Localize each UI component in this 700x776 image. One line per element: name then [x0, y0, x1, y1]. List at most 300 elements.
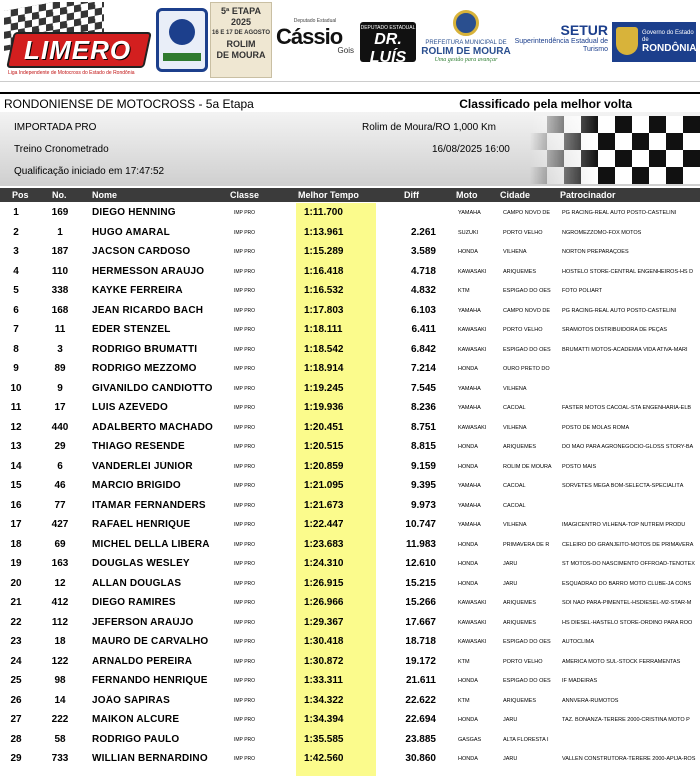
checkered-flag-icon	[530, 116, 700, 184]
cassio-top-text: Deputado Estadual	[293, 18, 337, 24]
diff-cell: 22.622	[405, 694, 436, 706]
number-cell: 11	[54, 324, 66, 335]
rider-name-cell: THIAGO RESENDE	[92, 441, 185, 452]
rider-name-cell: LUIS AZEVEDO	[92, 402, 168, 413]
diff-cell: 30.860	[405, 753, 436, 764]
position-cell: 8	[13, 343, 19, 355]
badge-ribbon	[163, 53, 201, 61]
best-time-cell: 1:23.683	[304, 538, 344, 550]
city-cell: ARIQUEMES	[503, 697, 537, 704]
table-row	[0, 418, 700, 438]
moto-cell: KAWASAKI	[458, 619, 487, 626]
position-cell: 13	[10, 441, 22, 452]
diff-cell: 9.395	[410, 480, 436, 491]
city-cell: ESPIGÃO DO OES	[503, 639, 551, 645]
number-cell: 112	[51, 616, 69, 628]
diff-cell: 11.983	[405, 538, 436, 550]
session-info-panel	[0, 112, 700, 186]
best-time-cell: 1:11.700	[304, 207, 343, 218]
moto-cell: SUZUKI	[458, 229, 479, 236]
class-cell: IMP PRO	[234, 697, 256, 704]
ro-line-b: RONDÔNIA	[642, 43, 697, 54]
best-time-cell: 1:18.542	[304, 343, 344, 355]
table-row	[0, 554, 700, 574]
moto-cell: HONDA	[458, 249, 478, 255]
sponsor-cell: NORTON PREPARAÇÕES	[562, 249, 629, 255]
class-cell: IMP PRO	[234, 385, 256, 392]
moto-cell: KAWASAKI	[458, 346, 487, 353]
cassio-gois-logo	[276, 18, 354, 68]
best-time-cell: 1:34.322	[304, 694, 344, 706]
class-cell: IMP PRO	[234, 210, 256, 216]
position-cell: 27	[10, 714, 22, 725]
rider-name-cell: HERMESSON ARAÚJO	[92, 265, 205, 277]
luis-sub: DO HOSPITAL	[371, 67, 405, 73]
table-row	[0, 301, 700, 321]
position-cell: 14	[10, 460, 22, 472]
city-cell: VILHENA	[503, 424, 527, 431]
best-time-cell: 1:33.311	[304, 675, 343, 686]
rider-name-cell: RODRIGO PAULO	[92, 733, 180, 745]
city-cell: CACOAL	[503, 405, 526, 411]
rider-name-cell: MAIKON ALCURE	[92, 714, 180, 725]
city-cell: VILHENA	[503, 522, 527, 528]
best-time-cell: 1:20.515	[304, 441, 344, 452]
class-cell: IMP PRO	[234, 483, 256, 489]
diff-cell: 10.747	[405, 519, 436, 530]
number-cell: 77	[54, 499, 66, 511]
rider-name-cell: FERNANDO HENRIQUE	[92, 675, 208, 686]
position-cell: 18	[10, 538, 22, 550]
diff-cell: 4.718	[410, 265, 436, 277]
rider-name-cell: WILLIAN BERNARDINO	[92, 753, 208, 764]
diff-cell: 17.667	[405, 616, 436, 628]
city-cell: VILHENA	[503, 385, 527, 392]
class-cell: IMP PRO	[234, 561, 256, 567]
sponsor-cell: FASTER MOTOS CACOAL-STA ENGENHARIA-ELB	[562, 405, 692, 411]
sponsor-cell: ESQUADRÃO DO BARRO MOTO CLUBE-JA CONS	[562, 580, 692, 587]
diff-cell: 9.973	[410, 499, 436, 511]
sponsor-cell: AMÉRICA MOTO SUL-STOCK FERRAMENTAS	[562, 658, 681, 665]
cassio-name: Cássio	[276, 24, 343, 49]
rider-name-cell: JACSON CARDOSO	[92, 246, 191, 257]
rider-name-cell: MÁRCIO BRÍGIDO	[92, 480, 181, 491]
number-cell: 6	[57, 460, 63, 472]
moto-cell: YAMAHA	[458, 522, 481, 528]
classification-title: Classificado pela melhor volta	[459, 97, 632, 111]
moto-cell: YAMAHA	[458, 405, 481, 411]
rider-name-cell: ÉDER STENZEL	[92, 324, 171, 335]
table-row	[0, 632, 700, 652]
number-cell: 440	[51, 421, 69, 433]
position-cell: 2	[13, 226, 19, 238]
position-cell: 28	[10, 733, 22, 745]
number-cell: 89	[54, 363, 66, 374]
city-cell: ESPIGÃO DO OES	[503, 288, 551, 294]
class-cell: IMP PRO	[234, 502, 256, 509]
class-cell: IMP PRO	[234, 288, 256, 294]
rider-name-cell: JEAN RICARDO BACH	[92, 304, 204, 316]
table-row	[0, 730, 700, 750]
position-cell: 9	[13, 363, 19, 374]
number-cell: 58	[54, 733, 66, 745]
table-row	[0, 203, 700, 223]
moto-cell: HONDA	[458, 580, 478, 587]
sponsor-cell: SOI NÃO PARA-PIMENTEL-HSDIESEL-M2-STAR-M	[562, 600, 692, 606]
diff-cell: 6.411	[411, 324, 436, 335]
table-row	[0, 223, 700, 243]
class-cell: IMP PRO	[234, 444, 256, 450]
rider-name-cell: ALLAN DOUGLAS	[92, 577, 182, 589]
limero-logo-subtitle: Liga Independente de Motocross do Estado de Rondônia	[8, 70, 135, 76]
sponsor-cell: NGROMEZZOMO-FOX MOTOS	[562, 229, 642, 236]
city-cell: PRIMAVERA DE R	[503, 541, 550, 548]
position-cell: 10	[10, 382, 22, 394]
table-row	[0, 320, 700, 340]
city-cell: CACOAL	[503, 502, 526, 509]
best-time-cell: 1:42.560	[304, 753, 344, 764]
number-cell: 12	[54, 577, 66, 589]
etapa-line: 16 E 17 DE AGOSTO	[211, 30, 271, 36]
sponsor-cell: ANNVERA-RUMOTOS	[562, 697, 619, 704]
table-row	[0, 476, 700, 496]
position-cell: 6	[13, 304, 19, 316]
rider-name-cell: VANDERLEI JÚNIOR	[92, 460, 193, 472]
diff-cell: 15.215	[405, 577, 436, 589]
city-cell: ARIQUEMES	[503, 444, 537, 450]
city-cell: JARU	[503, 717, 518, 723]
rider-name-cell: JEFERSON ARAÚJO	[92, 616, 194, 628]
moto-cell: KTM	[458, 697, 470, 704]
position-cell: 1	[13, 207, 19, 218]
diff-cell: 7.545	[410, 382, 436, 394]
rider-name-cell: RODRIGO MEZZOMO	[92, 363, 197, 374]
etapa-line: ROLIM	[226, 39, 256, 49]
class-cell: IMP PRO	[234, 405, 256, 411]
sponsor-cell: VALLEN CONSTRUTORA-TERERÊ 2000-APIJA-ROS	[562, 756, 696, 762]
table-row	[0, 340, 700, 360]
header-pos: Pos	[12, 190, 29, 200]
number-cell: 187	[51, 246, 69, 257]
table-row	[0, 671, 700, 691]
rider-name-cell: MAURO DE CARVALHO	[92, 636, 209, 647]
class-cell: IMP PRO	[234, 463, 256, 470]
header-sponsor: Patrocinador	[560, 190, 616, 200]
sponsor-cell: HS DIESEL-HASTELO STORE-ORDINO PARA ROO	[562, 619, 693, 626]
etapa-info	[210, 2, 272, 78]
city-cell: JARU	[503, 561, 518, 567]
title-bar	[0, 92, 700, 112]
category-label: IMPORTADA PRO	[14, 122, 97, 133]
rider-name-cell: RODRIGO BRUMATTI	[92, 343, 198, 355]
sponsor-cell: PG RACING-REAL AUTO POSTO-CASTELINI	[562, 210, 677, 216]
moto-cell: KAWASAKI	[458, 268, 487, 275]
event-badge-logo	[156, 8, 208, 72]
diff-cell: 22.694	[405, 714, 436, 725]
table-row	[0, 379, 700, 399]
position-cell: 25	[10, 675, 22, 686]
table-row	[0, 691, 700, 711]
rider-name-cell: KAYKE FERREIRA	[92, 285, 183, 296]
number-cell: 18	[54, 636, 66, 647]
rider-name-cell: DOUGLAS WESLEY	[92, 558, 190, 569]
header-no: No.	[52, 190, 67, 200]
best-time-cell: 1:34.394	[304, 714, 344, 725]
class-cell: IMP PRO	[234, 249, 256, 255]
city-cell: ALTA FLORESTA I	[503, 736, 549, 743]
cassio-sub: Gois	[337, 46, 354, 55]
position-cell: 12	[10, 421, 22, 433]
class-cell: IMP PRO	[234, 366, 256, 372]
results-table-header	[0, 188, 700, 202]
table-row	[0, 652, 700, 672]
diff-cell: 12.610	[405, 558, 436, 569]
class-cell: IMP PRO	[234, 580, 256, 587]
number-cell: 17	[54, 402, 66, 413]
position-cell: 17	[10, 519, 22, 530]
number-cell: 69	[54, 538, 66, 550]
number-cell: 168	[51, 304, 69, 316]
best-time-cell: 1:22.447	[304, 519, 344, 530]
setur-logo	[512, 22, 608, 54]
diff-cell: 6.103	[410, 304, 436, 316]
class-cell: IMP PRO	[234, 541, 256, 548]
city-cell: PORTO VELHO	[503, 327, 543, 333]
city-cell: ARIQUEMES	[503, 600, 537, 606]
rider-name-cell: GIVANILDO CANDIOTTO	[92, 382, 213, 394]
position-cell: 26	[10, 694, 22, 706]
table-row	[0, 749, 700, 769]
diff-cell: 3.589	[410, 246, 436, 257]
best-time-cell: 1:16.418	[304, 265, 344, 277]
city-cell: PORTO VELHO	[503, 658, 543, 665]
sponsor-cell: HOSTELO STORE-CENTRAL ENGENHEIROS-HS D	[562, 268, 694, 275]
class-cell: IMP PRO	[234, 600, 256, 606]
rider-name-cell: HUGO AMARAL	[92, 226, 170, 238]
moto-cell: HONDA	[458, 678, 478, 684]
table-row	[0, 437, 700, 457]
moto-cell: YAMAHA	[458, 483, 481, 489]
sponsor-cell: CELEIRO DO GRANJEITO-MOTOS DE PRIMAVERA	[562, 541, 694, 548]
rider-name-cell: JOÃO SÁPIRAS	[92, 694, 170, 706]
city-cell: PORTO VELHO	[503, 229, 543, 236]
ro-line-a: Governo do Estado de	[642, 30, 694, 43]
rider-name-cell: ITAMAR FERNANDERS	[92, 499, 206, 511]
rolim-line-a: PREFEITURA MUNICIPAL DE	[425, 40, 507, 46]
rolim-line-c: Uma gestão para avançar	[434, 57, 498, 63]
moto-cell: KTM	[458, 658, 470, 665]
best-time-cell: 1:20.859	[304, 460, 344, 472]
city-cell: ROLIM DE MOURA	[503, 463, 552, 470]
session-type: Treino Cronometrado	[14, 144, 109, 155]
moto-cell: HONDA	[458, 541, 478, 548]
sponsor-cell: SRAMOTOS DISTRIBUIDORA DE PEÇAS	[562, 327, 668, 333]
rolim-de-moura-logo	[420, 10, 512, 76]
city-cell: ESPIGÃO DO OES	[503, 678, 551, 684]
sponsor-cell: DO MÃO PARA AGRONEGÓCIO-GLOSS STORY-BA	[562, 444, 694, 450]
position-cell: 11	[10, 402, 22, 413]
event-title: RONDONIENSE DE MOTOCROSS - 5a Etapa	[4, 97, 254, 111]
diff-cell: 21.611	[405, 675, 436, 686]
best-time-cell: 1:30.872	[304, 655, 344, 667]
table-row	[0, 242, 700, 262]
position-cell: 21	[10, 597, 22, 608]
setur-subtitle: Superintendência Estadual de Turismo	[514, 38, 608, 53]
diff-cell: 7.214	[410, 363, 436, 374]
best-time-cell: 1:35.585	[304, 733, 344, 745]
sponsor-cell: FOTO POLIART	[562, 288, 603, 294]
number-cell: 338	[51, 285, 69, 296]
number-cell: 46	[54, 480, 66, 491]
class-cell: IMP PRO	[234, 268, 256, 275]
moto-cell: YAMAHA	[458, 307, 481, 314]
best-time-cell: 1:20.451	[304, 421, 344, 433]
number-cell: 29	[54, 441, 66, 452]
number-cell: 98	[54, 675, 66, 686]
sponsor-cell: AUTOCLIMA	[562, 639, 594, 645]
etapa-line: 2025	[230, 17, 252, 27]
moto-cell: YAMAHA	[458, 210, 481, 216]
table-row	[0, 457, 700, 477]
best-time-cell: 1:26.915	[304, 577, 344, 589]
moto-cell: YAMAHA	[458, 385, 481, 392]
qualification-start: Qualificação iniciado em 17:47:52	[14, 166, 165, 177]
moto-cell: KTM	[458, 288, 470, 294]
best-time-cell: 1:13.961	[304, 226, 344, 238]
best-time-cell: 1:21.095	[304, 480, 344, 491]
number-cell: 169	[51, 207, 69, 218]
moto-cell: HONDA	[458, 444, 478, 450]
diff-cell: 18.718	[405, 636, 436, 647]
best-time-cell: 1:19.936	[304, 402, 344, 413]
rider-name-cell: ARNALDO PEREIRA	[92, 655, 193, 667]
best-time-cell: 1:16.532	[304, 285, 344, 296]
best-time-cell: 1:30.418	[304, 636, 344, 647]
luis-name: DR. LUÍS	[369, 31, 407, 66]
diff-cell: 23.885	[405, 733, 436, 745]
city-cell: ARIQUEMES	[503, 619, 537, 626]
number-cell: 110	[51, 265, 69, 277]
luis-top-text: DEPUTADO ESTADUAL	[360, 25, 416, 31]
best-time-cell: 1:18.111	[304, 324, 343, 335]
class-cell: IMP PRO	[234, 522, 256, 528]
diff-cell: 15.266	[405, 597, 436, 608]
moto-cell: HONDA	[458, 366, 478, 372]
moto-cell: KAWASAKI	[458, 327, 487, 333]
table-row	[0, 359, 700, 379]
class-cell: IMP PRO	[234, 424, 256, 431]
number-cell: 3	[57, 343, 63, 355]
moto-cell: KAWASAKI	[458, 600, 487, 606]
sponsor-cell: POSTO DE MOLAS ROMA	[562, 424, 630, 431]
dr-luis-logo	[360, 22, 416, 73]
best-time-cell: 1:26.966	[304, 597, 344, 608]
rolim-line-b: ROLIM DE MOURA	[421, 46, 511, 57]
sponsor-cell: POSTO MAIS	[562, 463, 597, 470]
class-cell: IMP PRO	[234, 639, 256, 645]
moto-cell: HONDA	[458, 756, 478, 762]
city-cell: CAMPO NOVO DE	[503, 307, 551, 314]
city-cell: ARIQUEMES	[503, 268, 537, 275]
header-diff: Diff	[404, 190, 419, 200]
diff-cell: 6.842	[410, 343, 436, 355]
class-cell: IMP PRO	[234, 346, 256, 353]
sponsor-cell: ST MOTOS-DO NASCIMENTO OFFROAD-TENOTEX	[562, 561, 695, 567]
city-cell: VILHENA	[503, 249, 527, 255]
sponsor-cell: BRUMATTI MOTOS-ACADEMIA VIDA ATIVA-MARI	[562, 346, 688, 353]
rider-name-cell: DIEGO HENNING	[92, 207, 176, 218]
rider-icon	[169, 19, 195, 45]
table-row	[0, 535, 700, 555]
city-cell: JARU	[503, 756, 518, 762]
header-moto: Moto	[456, 190, 478, 200]
position-cell: 24	[10, 655, 22, 667]
table-row	[0, 710, 700, 730]
diff-cell: 9.159	[410, 460, 436, 472]
table-row	[0, 574, 700, 594]
rider-name-cell: DIEGO RAMIRES	[92, 597, 176, 608]
header-best-time: Melhor Tempo	[298, 190, 359, 200]
table-row	[0, 613, 700, 633]
diff-cell: 8.815	[410, 441, 436, 452]
table-row	[0, 515, 700, 535]
limero-logo-text: LIMERO	[24, 35, 132, 65]
table-row	[0, 281, 700, 301]
diff-cell: 2.261	[410, 226, 436, 238]
position-cell: 3	[13, 246, 19, 257]
table-row	[0, 262, 700, 282]
number-cell: 222	[51, 714, 69, 725]
header-class: Classe	[230, 190, 260, 200]
city-cell: ESPIGÃO DO OES	[503, 346, 551, 353]
rider-name-cell: ADALBERTO MACHADO	[92, 421, 213, 433]
number-cell: 427	[51, 519, 69, 530]
position-cell: 7	[13, 324, 19, 335]
session-datetime: 16/08/2025 16:00	[432, 144, 510, 155]
position-cell: 23	[10, 636, 22, 647]
etapa-line: 5ª ETAPA	[220, 6, 261, 16]
header-city: Cidade	[500, 190, 531, 200]
sponsor-cell: IMAGICENTRO VILHENA-TOP NUTREM PRODU	[562, 522, 686, 528]
setur-title: SETUR	[560, 22, 608, 38]
best-time-cell: 1:24.310	[304, 558, 344, 569]
sponsor-cell: TAZ. BONANZA-TERERÊ 2000-CRISTINA MOTO P	[562, 717, 690, 723]
crest-icon	[453, 10, 479, 36]
class-cell: IMP PRO	[234, 619, 256, 626]
number-cell: 163	[51, 558, 69, 569]
position-cell: 5	[13, 285, 19, 296]
table-row	[0, 398, 700, 418]
number-cell: 1	[57, 226, 63, 238]
class-cell: IMP PRO	[234, 307, 256, 314]
position-cell: 19	[10, 558, 22, 569]
state-crest-icon	[616, 27, 638, 55]
best-time-cell: 1:19.245	[304, 382, 344, 394]
moto-cell: HONDA	[458, 463, 478, 470]
sponsor-cell: IF MADEIRAS	[562, 678, 598, 684]
header-name: Nome	[92, 190, 118, 200]
best-time-cell: 1:29.367	[304, 616, 344, 628]
number-cell: 14	[54, 694, 66, 706]
number-cell: 733	[51, 753, 69, 764]
diff-cell: 8.236	[410, 402, 436, 413]
position-cell: 22	[10, 616, 22, 628]
position-cell: 29	[10, 753, 22, 764]
position-cell: 4	[13, 265, 19, 277]
number-cell: 412	[51, 597, 69, 608]
position-cell: 16	[10, 499, 22, 511]
sponsor-banner	[0, 0, 700, 82]
